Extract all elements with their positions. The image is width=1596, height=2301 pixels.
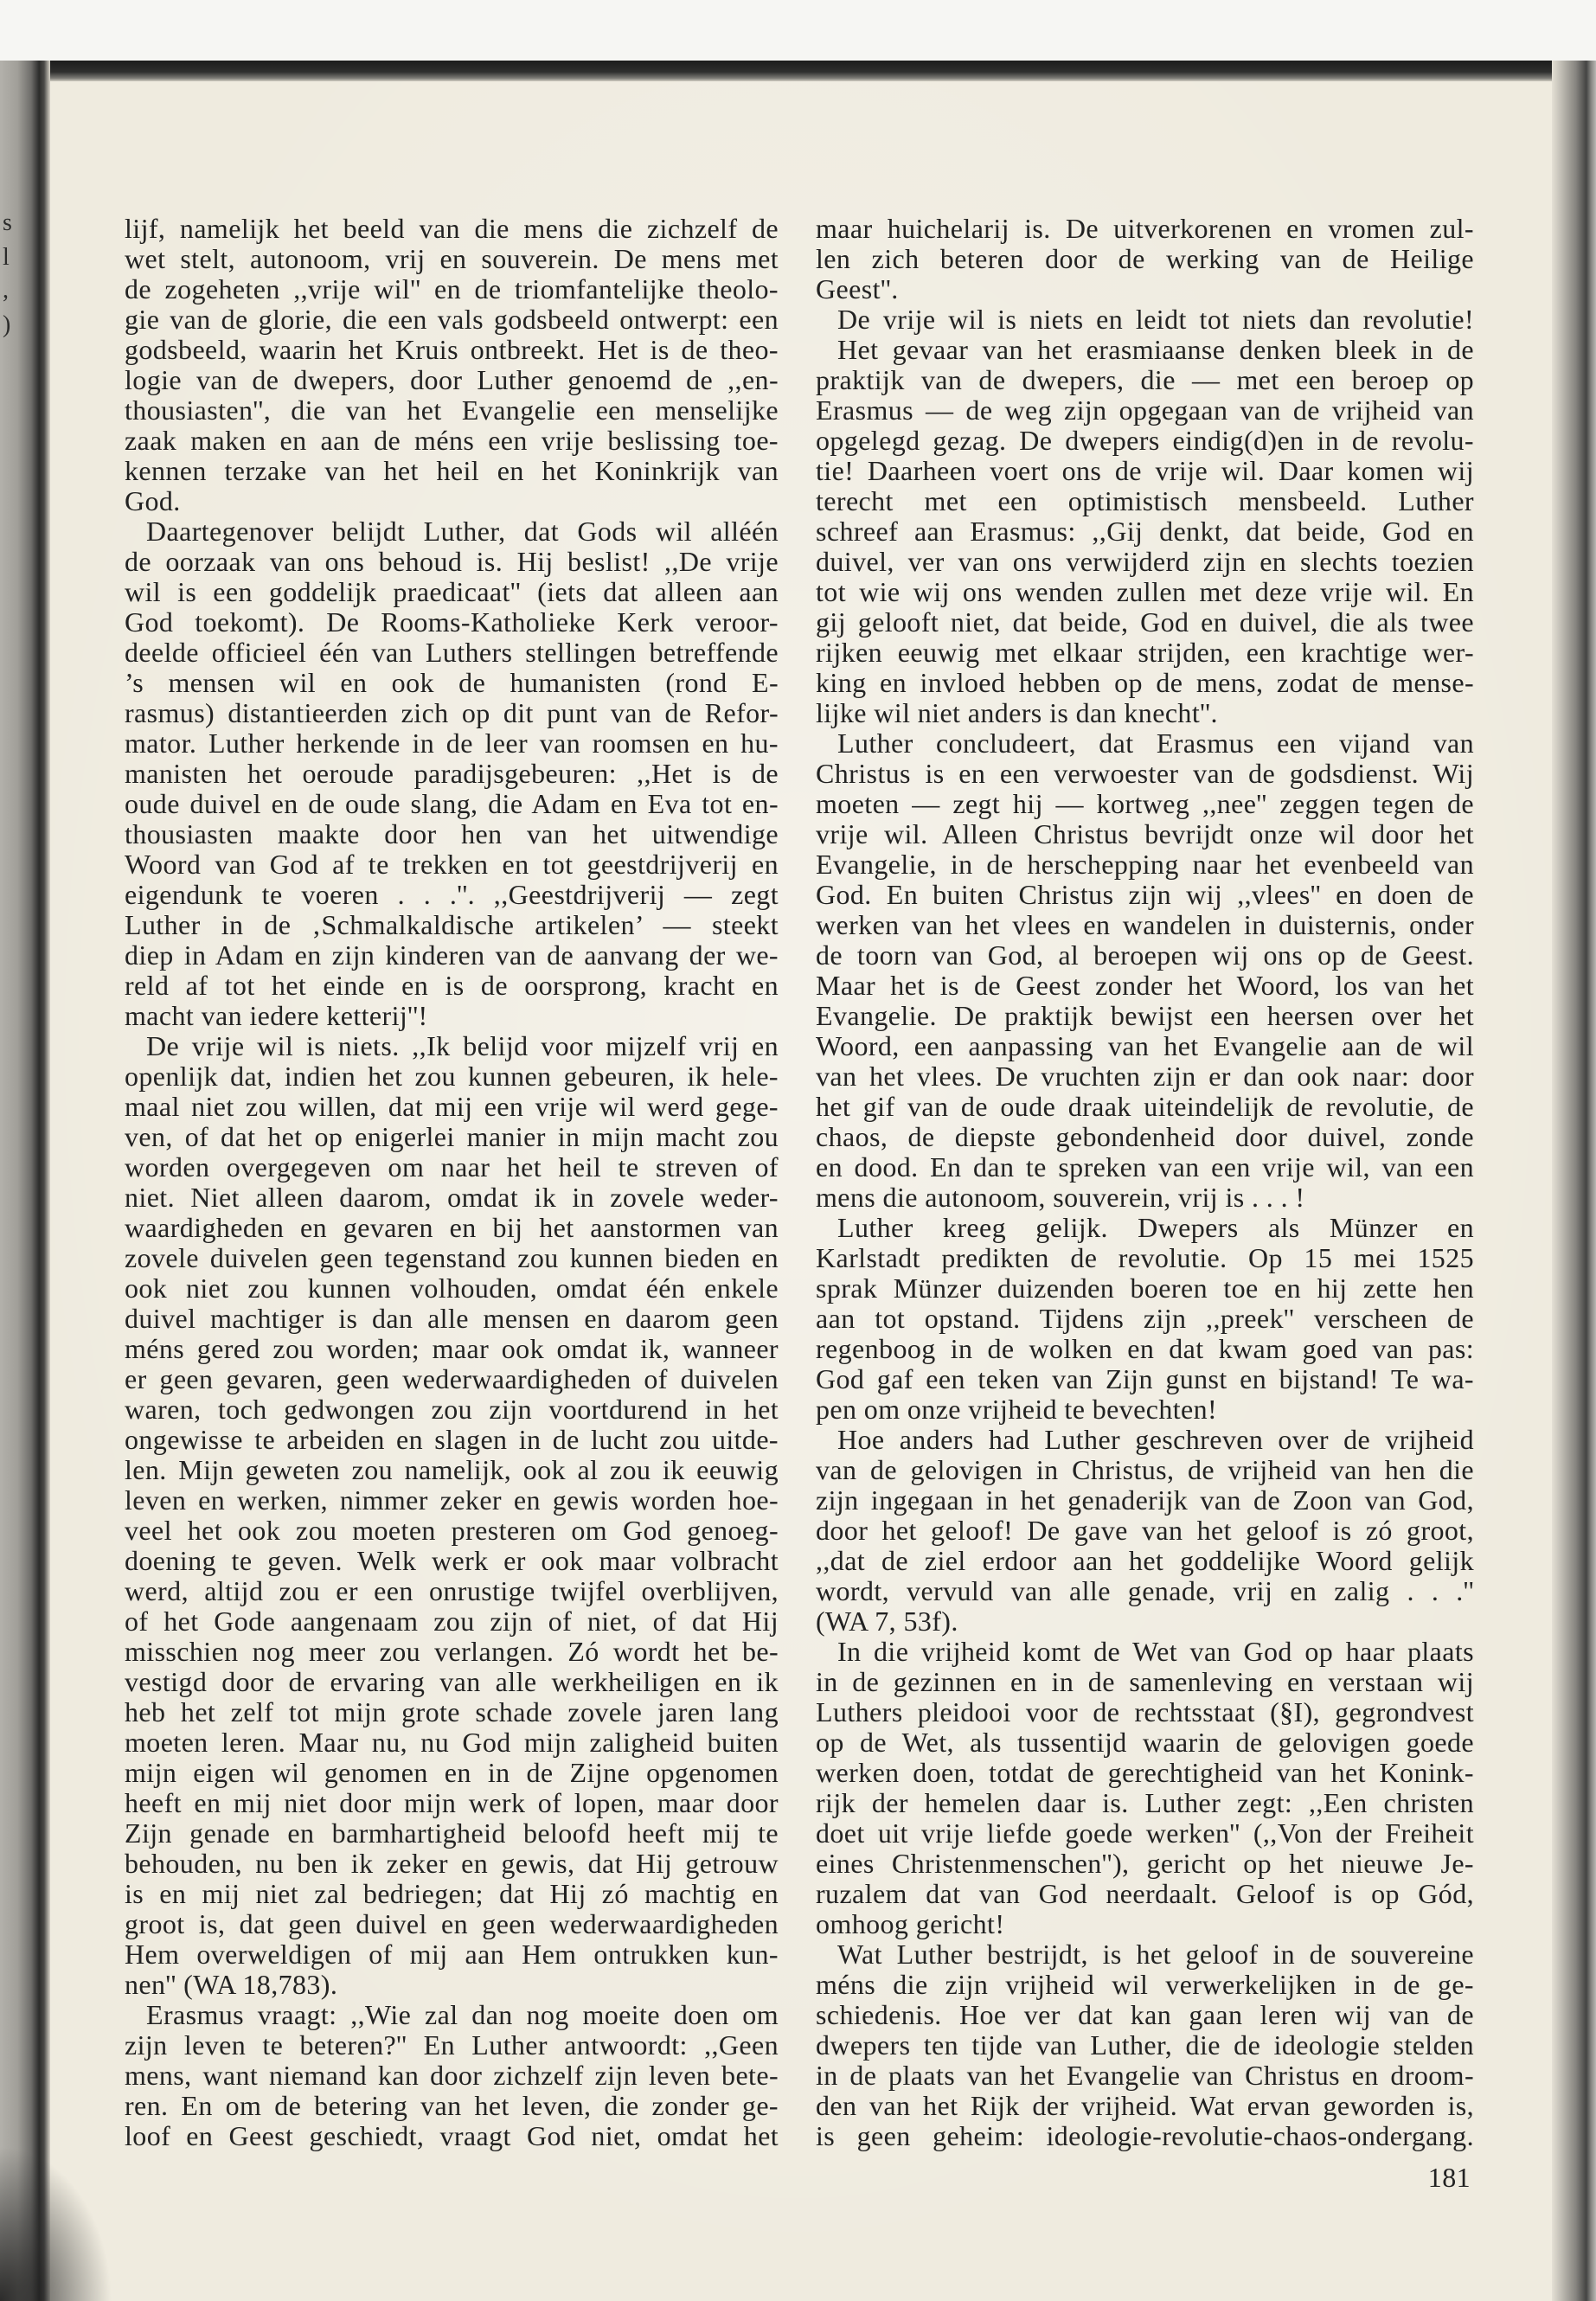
text-line: opgelegd gezag. De dwepers eindig(d)en in de revolu- bbox=[816, 426, 1474, 456]
text-line: chaos, de diepste gebondenheid door duivel, zonde bbox=[816, 1122, 1474, 1152]
text-line: of het Gode aangenaam zou zijn of niet, of dat Hij bbox=[125, 1606, 779, 1637]
paragraph bbox=[816, 214, 1474, 304]
text-line: De vrije wil is niets en leidt tot niets dan revolutie! bbox=[837, 304, 1474, 335]
text-line: wordt, vervuld van alle genade, vrij en zalig . . .'' bbox=[816, 1576, 1474, 1606]
paragraph bbox=[125, 516, 779, 1031]
text-line: ongewisse te arbeiden en slagen in de lucht zou uitde- bbox=[125, 1425, 779, 1455]
text-line: het gif van de oude draak uiteindelijk de revolutie, de bbox=[816, 1092, 1474, 1122]
text-line: thousiasten maakte door hen van het uitwendige bbox=[125, 819, 779, 849]
text-line: méns die zijn vrijheid wil verwerkelijken in de ge- bbox=[816, 1970, 1474, 2000]
scan-margin-top bbox=[0, 0, 1596, 61]
text-line: tot wie wij ons wenden zullen met deze vrije wil. En bbox=[816, 577, 1474, 607]
text-line: niet. Niet alleen daarom, omdat ik in zovele weder- bbox=[125, 1183, 779, 1213]
text-line: mator. Luther herkende in de leer van roomsen en hu- bbox=[125, 728, 779, 759]
text-line: De vrije wil is niets. ,,Ik belijd voor mijzelf vrij en bbox=[146, 1031, 779, 1061]
text-line: ren. En om de betering van het leven, die zonder ge- bbox=[125, 2091, 779, 2121]
text-line: den van het Rijk der vrijheid. Wat ervan geworden is, bbox=[816, 2091, 1474, 2121]
text-line: wil is een goddelijk praedicaat'' (iets dat alleen aan bbox=[125, 577, 779, 607]
text-line: méns gered zou worden; maar ook omdat ik, wanneer bbox=[125, 1334, 779, 1364]
text-line: waren, toch gedwongen zou zijn voortdurend in het bbox=[125, 1394, 779, 1425]
text-line: behouden, nu ben ik zeker en gewis, dat Hij getrouw bbox=[125, 1849, 779, 1879]
text-line: In die vrijheid komt de Wet van God op haar plaats bbox=[837, 1637, 1474, 1667]
text-line: len zich beteren door de werking van de Heilige bbox=[816, 244, 1474, 274]
text-line: logie van de dwepers, door Luther genoemd de ,,en- bbox=[125, 365, 779, 395]
text-line: Hem overweldigen of mij aan Hem ontrukken kun- bbox=[125, 1939, 779, 1970]
text-line: Luther in de ‚Schmalkaldische artikelen’ — steekt bbox=[125, 910, 779, 940]
text-line: is geen geheim: ideologie-revolutie-chaos-ondergang. bbox=[816, 2121, 1474, 2151]
text-line: van het vlees. De vruchten zijn er dan ook naar: door bbox=[816, 1061, 1474, 1092]
text-line: maal niet zou willen, dat mij een vrije wil werd gege- bbox=[125, 1092, 779, 1122]
text-line: kennen terzake van het heil en het Koninkrijk van bbox=[125, 456, 779, 486]
scanner-edge-band bbox=[0, 61, 1596, 81]
text-line: zovele duivelen geen tegenstand zou kunnen bieden en bbox=[125, 1243, 779, 1273]
text-line: veel het ook zou moeten presteren om God genoeg- bbox=[125, 1516, 779, 1546]
text-line: heeft en mij niet door mijn werk of lopen, maar door bbox=[125, 1788, 779, 1818]
text-line: door het geloof! De gave van het geloof is zó groot, bbox=[816, 1516, 1474, 1546]
text-line: wet stelt, autonoom, vrij en souverein. De mens met bbox=[125, 244, 779, 274]
text-line: rasmus) distantieerden zich op dit punt van de Refor- bbox=[125, 698, 779, 728]
text-line: loof en Geest geschiedt, vraagt God niet, omdat het bbox=[125, 2121, 779, 2151]
text-line: doet uit vrije liefde goede werken'' (,,Von der Freiheit bbox=[816, 1818, 1474, 1849]
text-line: God gaf een teken van Zijn gunst en bijstand! Te wa- bbox=[816, 1364, 1474, 1394]
text-line: groot is, dat geen duivel en geen wederwaardigheden bbox=[125, 1909, 779, 1939]
text-line: Luther kreeg gelijk. Dwepers als Münzer en bbox=[837, 1213, 1474, 1243]
text-line: Zijn genade en barmhartigheid beloofd heeft mij te bbox=[125, 1818, 779, 1849]
text-line: rijk der hemelen daar is. Luther zegt: ,,Een christen bbox=[816, 1788, 1474, 1818]
text-line: ,,dat de ziel erdoor aan het goddelijke Woord gelijk bbox=[816, 1546, 1474, 1576]
page-right-edge bbox=[1552, 61, 1596, 2301]
text-line: Luthers pleidooi voor de rechtsstaat (§I), gegrondvest bbox=[816, 1697, 1474, 1727]
text-line: omhoog gericht! bbox=[816, 1909, 1005, 1939]
text-line: openlijk dat, indien het zou kunnen gebeuren, ik hele- bbox=[125, 1061, 779, 1092]
text-line: (WA 7, 53f). bbox=[816, 1606, 958, 1637]
text-line: worden overgegeven om naar het heil te streven of bbox=[125, 1152, 779, 1183]
text-line: Hoe anders had Luther geschreven over de vrijheid bbox=[837, 1425, 1474, 1455]
text-line: lijf, namelijk het beeld van die mens die zichzelf de bbox=[125, 214, 779, 244]
binding-shadow bbox=[0, 61, 50, 2301]
text-line: van de gelovigen in Christus, de vrijheid van hen die bbox=[816, 1455, 1474, 1485]
text-line: king en invloed hebben op de mens, zodat de mense- bbox=[816, 668, 1474, 698]
text-line: Maar het is de Geest zonder het Woord, los van het bbox=[816, 971, 1474, 1001]
text-line: Christus is en een verwoester van de godsdienst. Wij bbox=[816, 759, 1474, 789]
text-line: len. Mijn geweten zou namelijk, ook al zou ik eeuwig bbox=[125, 1455, 779, 1485]
text-line: er geen gevaren, geen wederwaardigheden of duivelen bbox=[125, 1364, 779, 1394]
page-number: 181 bbox=[1427, 2162, 1471, 2193]
text-line: Daartegenover belijdt Luther, dat Gods wil alléén bbox=[146, 516, 779, 547]
facing-page-fragment: , bbox=[3, 277, 9, 304]
paragraph bbox=[816, 1637, 1474, 1939]
text-line: Woord, een aanpassing van het Evangelie aan de wil bbox=[816, 1031, 1474, 1061]
text-line: eigendunk te voeren . . .''. ,,Geestdrijverij — zegt bbox=[125, 880, 779, 910]
text-line: vrije wil. Alleen Christus bevrijdt onze wil door het bbox=[816, 819, 1474, 849]
paragraph bbox=[816, 304, 1474, 335]
left-text-column bbox=[125, 214, 779, 2151]
text-line: thousiasten'', die van het Evangelie een menselijke bbox=[125, 395, 779, 426]
text-line: diep in Adam en zijn kinderen van de aanvang der we- bbox=[125, 940, 779, 971]
text-line: mijn eigen wil genomen en in de Zijne opgenomen bbox=[125, 1758, 779, 1788]
text-line: praktijk van de dwepers, die — met een beroep op bbox=[816, 365, 1474, 395]
text-line: Luther concludeert, dat Erasmus een vijand van bbox=[837, 728, 1474, 759]
paragraph bbox=[816, 728, 1474, 1213]
text-line: tie! Daarheen voert ons de vrije wil. Daar komen wij bbox=[816, 456, 1474, 486]
text-line: moeten leren. Maar nu, nu God mijn zaligheid buiten bbox=[125, 1727, 779, 1758]
text-line: lijke wil niet anders is dan knecht''. bbox=[816, 698, 1218, 728]
text-line: misschien nog meer zou verlangen. Zó wordt het be- bbox=[125, 1637, 779, 1667]
text-line: eines Christenmenschen''), gericht op het nieuwe Je- bbox=[816, 1849, 1474, 1879]
facing-page-fragment: ) bbox=[3, 311, 11, 338]
text-line: dwepers ten tijde van Luther, die de ideologie stelden bbox=[816, 2030, 1474, 2061]
text-line: schiedenis. Hoe ver dat kan gaan leren wij van de bbox=[816, 2000, 1474, 2030]
paragraph bbox=[816, 1939, 1474, 2151]
text-line: Evangelie, in de herschepping naar het evenbeeld van bbox=[816, 849, 1474, 880]
text-line: mens die autonoom, souverein, vrij is . . . ! bbox=[816, 1183, 1305, 1213]
paragraph bbox=[816, 1213, 1474, 1425]
text-line: Woord van God af te trekken en tot geestdrijverij en bbox=[125, 849, 779, 880]
text-line: Erasmus — de weg zijn opgegaan van de vrijheid van bbox=[816, 395, 1474, 426]
text-line: waardigheden en gevaren en bij het aanstormen van bbox=[125, 1213, 779, 1243]
text-line: de oorzaak van ons behoud is. Hij beslist! ,,De vrije bbox=[125, 547, 779, 577]
text-line: manisten het oeroude paradijsgebeuren: ,,Het is de bbox=[125, 759, 779, 789]
text-line: zijn ingegaan in het genaderijk van de Zoon van God, bbox=[816, 1485, 1474, 1516]
text-line: sprak Münzer duizenden boeren toe en hij zette hen bbox=[816, 1273, 1474, 1304]
text-line: pen om onze vrijheid te bevechten! bbox=[816, 1394, 1218, 1425]
text-line: Het gevaar van het erasmiaanse denken bleek in de bbox=[837, 335, 1474, 365]
text-line: op de Wet, als tussentijd waarin de gelovigen goede bbox=[816, 1727, 1474, 1758]
text-line: ruzalem dat van God neerdaalt. Geloof is op Gód, bbox=[816, 1879, 1474, 1909]
text-line: God. bbox=[125, 486, 181, 516]
text-line: gie van de glorie, die een vals godsbeeld ontwerpt: een bbox=[125, 304, 779, 335]
paragraph bbox=[125, 2000, 779, 2151]
text-line: maar huichelarij is. De uitverkorenen en vromen zul- bbox=[816, 214, 1474, 244]
text-line: mens, want niemand kan door zichzelf zijn leven bete- bbox=[125, 2061, 779, 2091]
text-line: godsbeeld, waarin het Kruis ontbreekt. Het is de theo- bbox=[125, 335, 779, 365]
right-text-column bbox=[816, 214, 1474, 2151]
text-line: zijn leven te beteren?'' En Luther antwoordt: ,,Geen bbox=[125, 2030, 779, 2061]
text-line: terecht met een optimistisch mensbeeld. Luther bbox=[816, 486, 1474, 516]
facing-page-fragment: l bbox=[3, 244, 10, 271]
text-line: leven en werken, nimmer zeker en gewis worden hoe- bbox=[125, 1485, 779, 1516]
text-line: heb het zelf tot mijn grote schade zovele jaren lang bbox=[125, 1697, 779, 1727]
text-line: werd, altijd zou er een onrustige twijfel overblijven, bbox=[125, 1576, 779, 1606]
text-line: werken van het vlees en wandelen in duisternis, onder bbox=[816, 910, 1474, 940]
text-line: de toorn van God, al beroepen wij ons op de Geest. bbox=[816, 940, 1474, 971]
text-line: ’s mensen wil en ook de humanisten (rond E- bbox=[125, 668, 779, 698]
text-line: God. En buiten Christus zijn wij ,,vlees'' en doen de bbox=[816, 880, 1474, 910]
text-line: duivel machtiger is dan alle mensen en daarom geen bbox=[125, 1304, 779, 1334]
text-line: Evangelie. De praktijk bewijst een heersen over het bbox=[816, 1001, 1474, 1031]
facing-page-fragment: s bbox=[3, 209, 12, 236]
paragraph bbox=[816, 1425, 1474, 1637]
text-line: macht van iedere ketterij''! bbox=[125, 1001, 428, 1031]
text-line: ook niet zou kunnen volhouden, omdat één enkele bbox=[125, 1273, 779, 1304]
text-line: reld af tot het einde en is de oorsprong, kracht en bbox=[125, 971, 779, 1001]
paragraph bbox=[816, 335, 1474, 728]
text-line: in de gezinnen en in de samenleving en verstaan wij bbox=[816, 1667, 1474, 1697]
text-line: Karlstadt predikten de revolutie. Op 15 mei 1525 bbox=[816, 1243, 1474, 1273]
text-line: werken doen, totdat de gerechtigheid van het Konink- bbox=[816, 1758, 1474, 1788]
text-line: is en mij niet zal bedriegen; dat Hij zó machtig en bbox=[125, 1879, 779, 1909]
text-line: deelde officieel één van Luthers stellingen betreffende bbox=[125, 638, 779, 668]
text-line: aan tot opstand. Tijdens zijn ,,preek'' verscheen de bbox=[816, 1304, 1474, 1334]
text-line: doening te geven. Welk werk er ook maar volbracht bbox=[125, 1546, 779, 1576]
text-line: duivel, ver van ons verwijderd zijn en slechts toezien bbox=[816, 547, 1474, 577]
text-line: in de plaats van het Evangelie van Christus en droom- bbox=[816, 2061, 1474, 2091]
text-line: regenboog in de wolken en dat kwam goed van pas: bbox=[816, 1334, 1474, 1364]
text-line: vestigd door de ervaring van alle werkheiligen en ik bbox=[125, 1667, 779, 1697]
text-line: de zogeheten ,,vrije wil'' en de triomfantelijke theolo- bbox=[125, 274, 779, 304]
text-line: God toekomt). De Rooms-Katholieke Kerk veroor- bbox=[125, 607, 779, 638]
text-line: en dood. En dan te spreken van een vrije wil, van een bbox=[816, 1152, 1474, 1183]
text-line: Erasmus vraagt: ,,Wie zal dan nog moeite doen om bbox=[146, 2000, 779, 2030]
text-line: schreef aan Erasmus: ,,Gij denkt, dat beide, God en bbox=[816, 516, 1474, 547]
text-line: oude duivel en de oude slang, die Adam en Eva tot en- bbox=[125, 789, 779, 819]
text-line: moeten — zegt hij — kortweg ,,nee'' zeggen tegen de bbox=[816, 789, 1474, 819]
text-line: nen'' (WA 18,783). bbox=[125, 1970, 338, 2000]
text-line: Geest''. bbox=[816, 274, 899, 304]
paragraph bbox=[125, 1031, 779, 2000]
binding-corner-shadow bbox=[0, 2145, 112, 2301]
text-line: ven, of dat het op enigerlei manier in mijn macht zou bbox=[125, 1122, 779, 1152]
text-line: gij gelooft niet, dat beide, God en duivel, die als twee bbox=[816, 607, 1474, 638]
text-line: Wat Luther bestrijdt, is het geloof in de souvereine bbox=[837, 1939, 1474, 1970]
text-line: zaak maken en aan de méns een vrije beslissing toe- bbox=[125, 426, 779, 456]
paragraph bbox=[125, 214, 779, 516]
text-line: rijken eeuwig met elkaar strijden, een krachtige wer- bbox=[816, 638, 1474, 668]
